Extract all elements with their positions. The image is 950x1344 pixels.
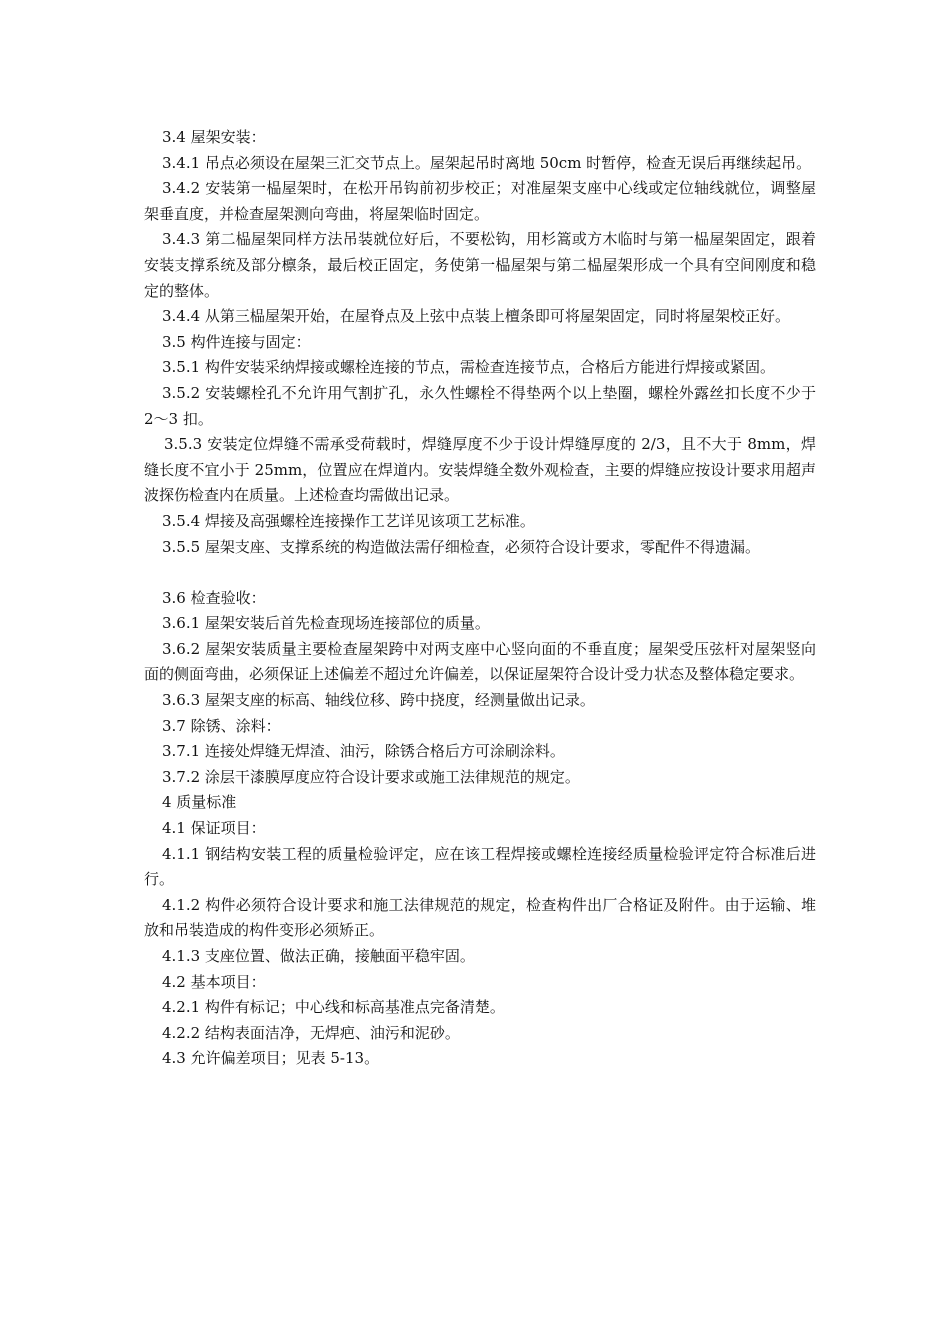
paragraph-4-1-1: 4.1.1 钢结构安装工程的质量检验评定，应在该工程焊接或螺栓连接经质量检验评定符合标准后进行。 xyxy=(144,844,816,889)
document-body xyxy=(144,125,816,1072)
paragraph-3-5-2: 3.5.2 安装螺栓孔不允许用气割扩孔，永久性螺栓不得垫两个以上垫圈，螺栓外露丝扣长度不少于 2～3 扣。 xyxy=(144,383,816,428)
heading-4-1: 4.1 保证项目： xyxy=(162,819,266,838)
paragraph-3-5-1: 3.5.1 构件安装采纳焊接或螺栓连接的节点，需检查连接节点，合格后方能进行焊接或紧固。 xyxy=(162,358,775,377)
paragraph-3-5-4: 3.5.4 焊接及高强螺栓连接操作工艺详见该项工艺标准。 xyxy=(162,511,535,530)
paragraph-4-1-2: 4.1.2 构件必须符合设计要求和施工法律规范的规定，检查构件出厂合格证及附件。由于运输、堆放和吊装造成的构件变形必须矫正。 xyxy=(144,895,816,940)
paragraph-4-2-2: 4.2.2 结构表面洁净，无焊疤、油污和泥砂。 xyxy=(162,1023,460,1042)
paragraph-3-4-2: 3.4.2 安装第一榀屋架时，在松开吊钩前初步校正；对准屋架支座中心线或定位轴线就位，调整屋架垂直度，并检查屋架测向弯曲，将屋架临时固定。 xyxy=(144,179,816,223)
paragraph-4-1-3: 4.1.3 支座位置、做法正确，接触面平稳牢固。 xyxy=(162,947,475,965)
blank-line xyxy=(144,560,816,586)
paragraph-3-6-2: 3.6.2 屋架安装质量主要检查屋架跨中对两支座中心竖向面的不垂直度；屋架受压弦杆对屋架竖向面的侧面弯曲，必须保证上述偏差不超过允许偏差，以保证屋架符合设计受力状态及整体稳定要求。 xyxy=(144,639,816,684)
heading-3-4: 3.4 屋架安装： xyxy=(162,128,266,146)
paragraph-3-7-2: 3.7.2 涂层干漆膜厚度应符合设计要求或施工法律规范的规定。 xyxy=(162,767,580,786)
paragraph-4-2-1: 4.2.1 构件有标记；中心线和标高基准点完备清楚。 xyxy=(162,998,505,1017)
paragraph-3-4-1: 3.4.1 吊点必须设在屋架三汇交节点上。屋架起吊时离地 50cm 时暂停，检查无误后再继续起吊。 xyxy=(162,153,812,172)
paragraph-3-6-1: 3.6.1 屋架安装后首先检查现场连接部位的质量。 xyxy=(162,614,490,633)
paragraph-3-7-1: 3.7.1 连接处焊缝无焊渣、油污，除锈合格后方可涂刷涂料。 xyxy=(162,742,565,761)
paragraph-3-6-3: 3.6.3 屋架支座的标高、轴线位移、跨中挠度，经测量做出记录。 xyxy=(162,691,595,710)
paragraph-3-4-4: 3.4.4 从第三榀屋架开始，在屋脊点及上弦中点装上檀条即可将屋架固定，同时将屋架校正好。 xyxy=(162,307,790,326)
heading-3-6: 3.6 检查验收： xyxy=(162,588,266,607)
heading-3-5: 3.5 构件连接与固定： xyxy=(162,332,311,351)
heading-4: 4 质量标准 xyxy=(162,793,237,812)
paragraph-3-4-3: 3.4.3 第二榀屋架同样方法吊装就位好后，不要松钩，用杉篙或方木临时与第一榀屋架固定，跟着安装支撑系统及部分檩条，最后校正固定，务使第一榀屋架与第二榀屋架形成一个具有空间刚度和稳定的整体。 xyxy=(144,230,816,300)
paragraph-3-5-5: 3.5.5 屋架支座、支撑系统的构造做法需仔细检查，必须符合设计要求，零配件不得遗漏。 xyxy=(162,537,760,556)
paragraph-3-5-3: 3.5.3 安装定位焊缝不需承受荷载时，焊缝厚度不少于设计焊缝厚度的 2/3，且不大于 8mm，焊缝长度不宜小于 25mm，位置应在焊道内。安装焊缝全数外观检查，主要的焊缝应按设计要求用超声波探伤检查内在质量。上述检查均需做出记录。 xyxy=(144,435,816,505)
heading-3-7: 3.7 除锈、涂料： xyxy=(162,716,281,735)
heading-4-2: 4.2 基本项目： xyxy=(162,972,266,991)
heading-4-3: 4.3 允许偏差项目；见表 5-13。 xyxy=(162,1049,380,1068)
